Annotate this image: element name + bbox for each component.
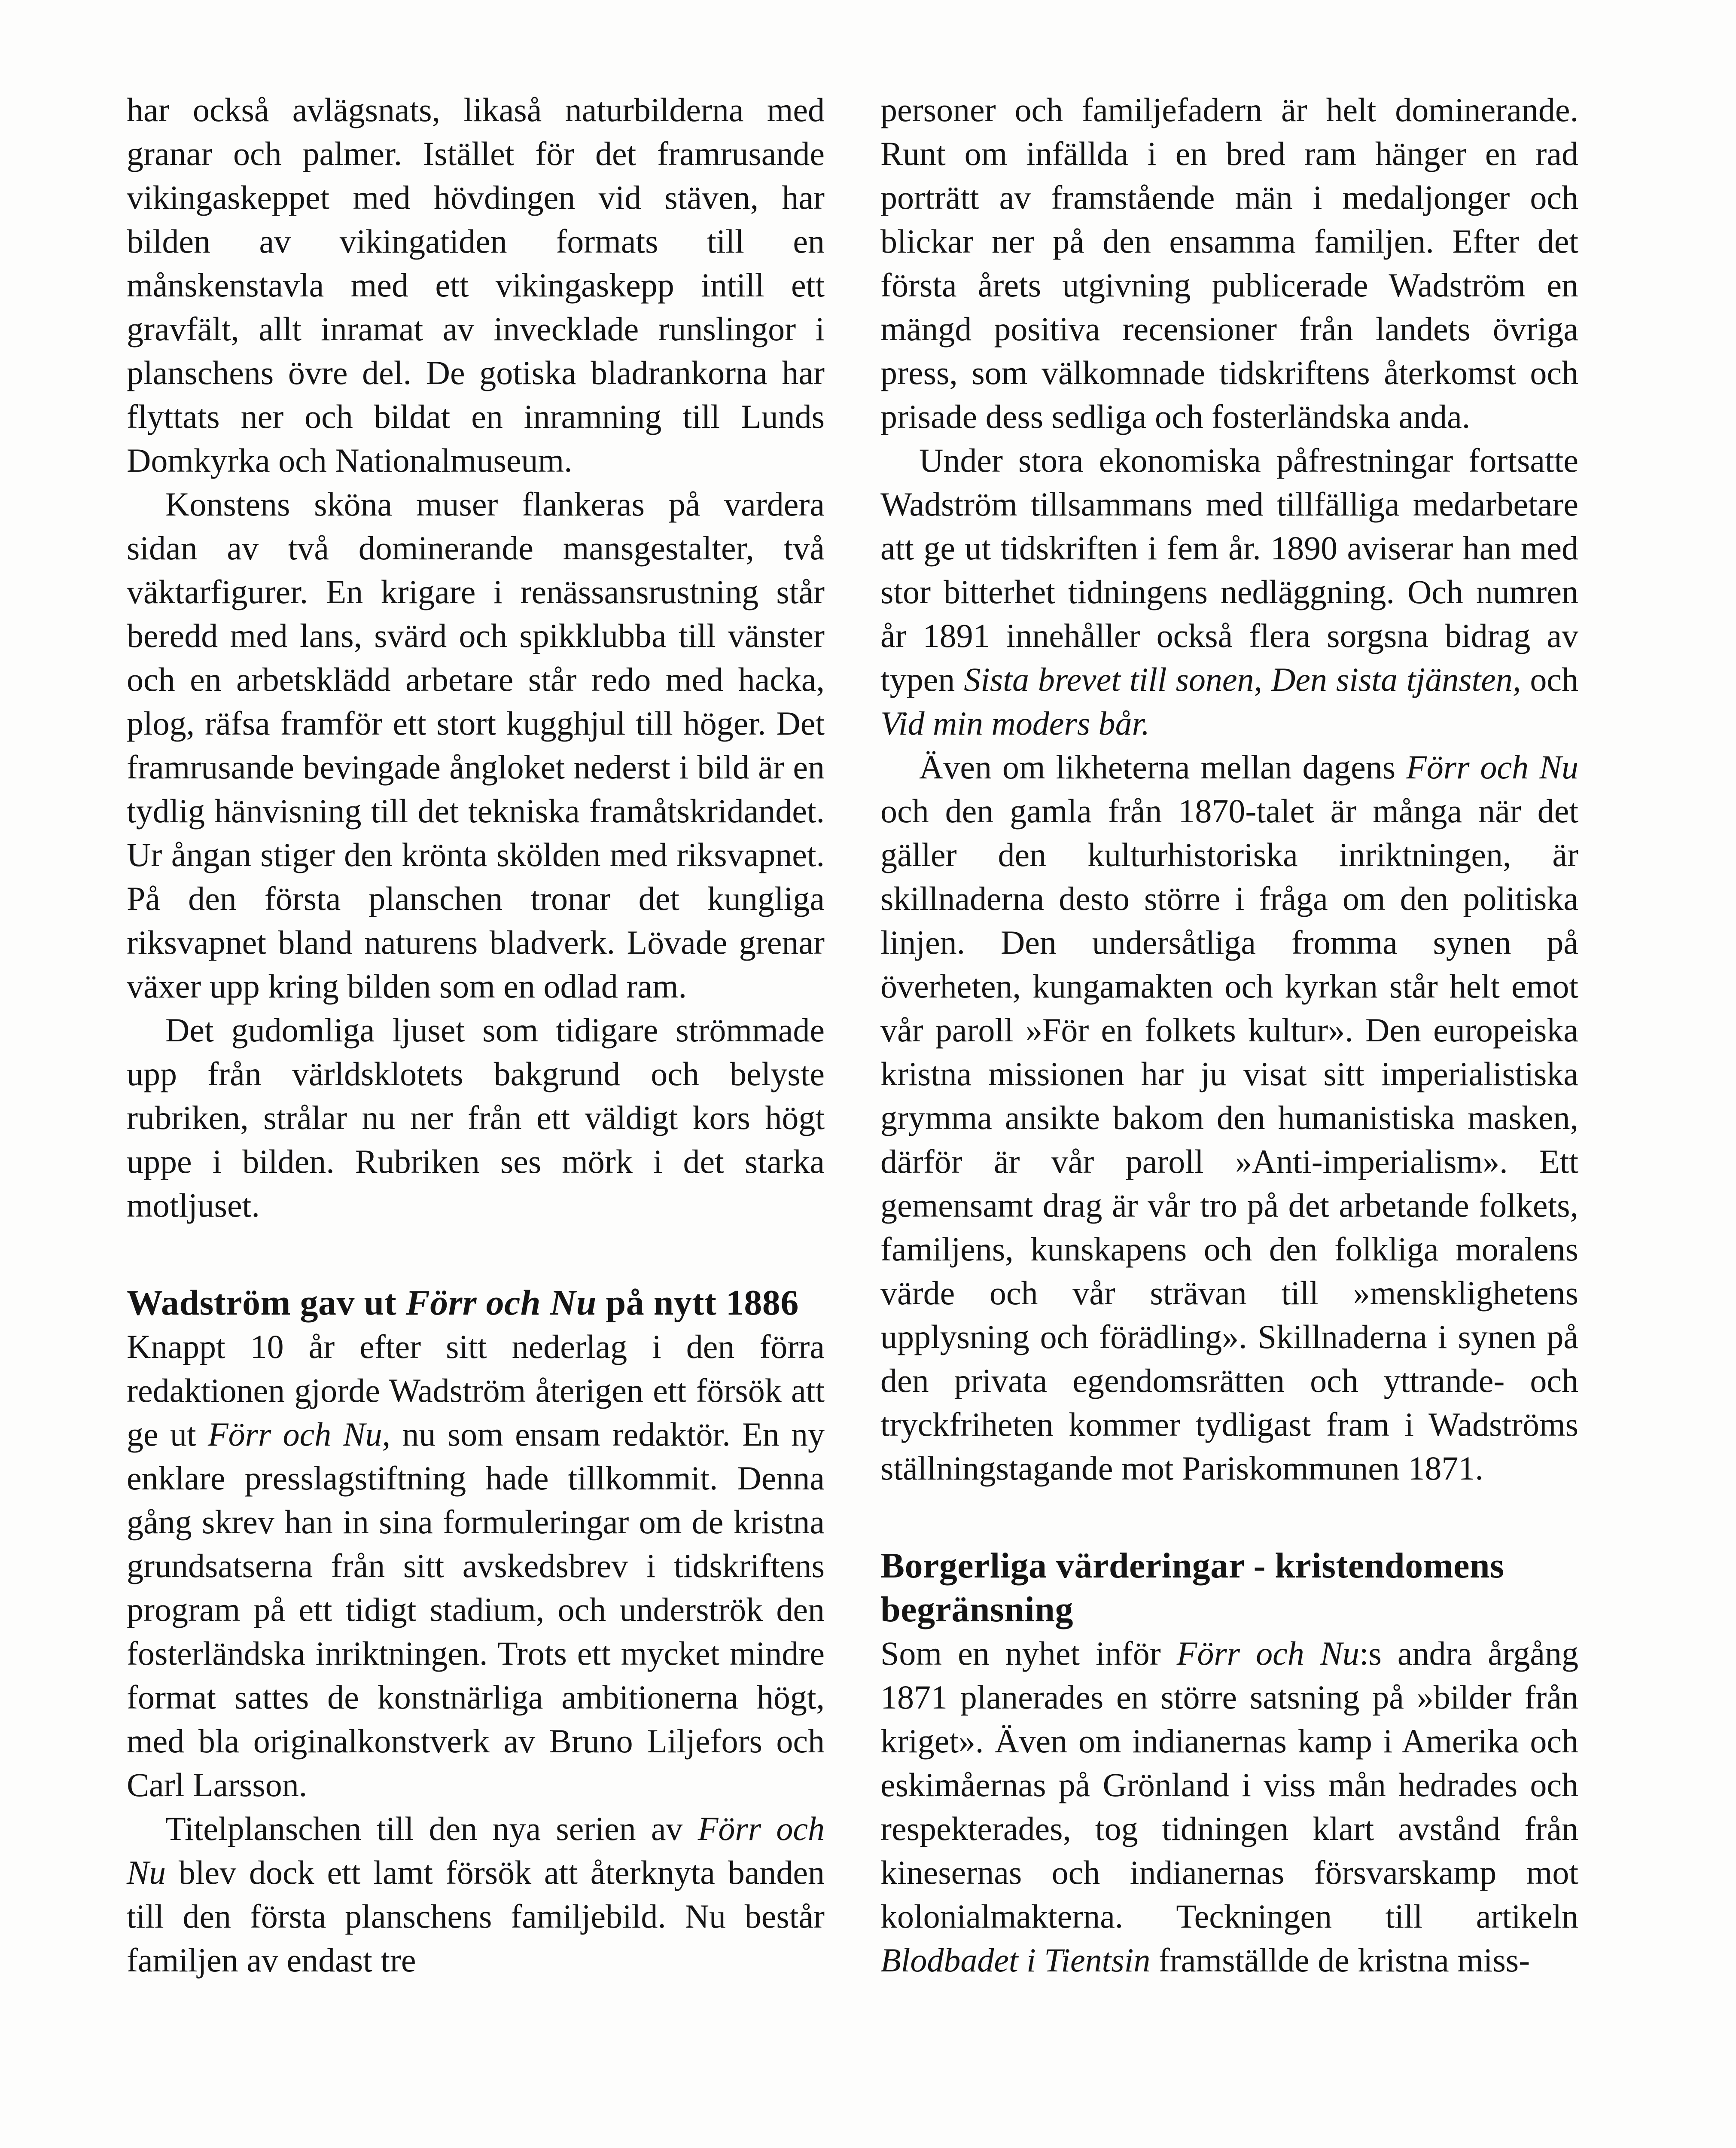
paragraph-text: och den gamla från 1870-talet är många när det gäller den kulturhistoriska inriktningen, är skillnaderna desto större i fråga om den politiska linjen. Den undersåtliga fromma synen på överheten, kungamakten och kyrkan står helt emot vår paroll »För en folkets kultur». Den europeiska kristna missionen har ju visat sitt imperialistiska grymma ansikte bakom den humanistiska masken, därför är vår paroll »Anti-imperialism». Ett gemensamt drag är vår tro på det arbetande folkets, familjens, kunskapens och den folkliga moralens värde och vår strävan till »mensklighetens upplysning och förädling». Skillnaderna i synen på den privata egendomsrätten och yttrande- och tryckfriheten kommer tydligast fram i Wadströms ställningstagande mot Pariskommunen 1871. bbox=[880, 792, 1578, 1487]
left-column bbox=[127, 88, 825, 1982]
paragraph-text: och bbox=[1521, 661, 1578, 698]
paragraph bbox=[880, 439, 1578, 745]
paragraph-text: :s andra årgång 1871 planerades en större satsning på »bilder från kriget». Även om indianernas kamp i Amerika och eskimåernas på Grönland i viss mån hedrades och respekterades, tog tidningen klart avstånd från kinesernas och indianernas försvarskamp mot kolonialmakterna. Teckningen till artikeln bbox=[880, 1635, 1578, 1935]
italic-title: Blodbadet i Tientsin bbox=[880, 1941, 1151, 1979]
paragraph: Det gudomliga ljuset som tidigare strömmade upp från världsklotets bakgrund och belyste rubriken, strålar nu ner från ett väldigt kors högt uppe i bilden. Rubriken ses mörk i det starka motljuset. bbox=[127, 1011, 825, 1224]
italic-title: Sista brevet till sonen, Den sista tjänsten, bbox=[964, 661, 1521, 698]
italic-title: Förr och Nu bbox=[1406, 748, 1578, 786]
section-heading bbox=[127, 1281, 825, 1325]
section-spacer bbox=[127, 1227, 825, 1281]
paragraph: Konstens sköna muser flankeras på vardera sidan av två dominerande mansgestalter, två väktarfigurer. En krigare i renässansrustning står beredd med lans, svärd och spikklubba till vänster och en arbetsklädd arbetare står redo med hacka, plog, räfsa framför ett stort kugghjul till höger. Det framrusande bevingade ångloket nederst i bild är en tydlig hänvisning till det tekniska framåtskridandet. Ur ångan stiger den krönta skölden med riksvapnet. På den första planschen tronar det kungliga riksvapnet bland naturens bladverk. Lövade grenar växer upp kring bilden som en odlad ram. bbox=[127, 485, 825, 1005]
paragraph: har också avlägsnats, likaså naturbilderna med granar och palmer. Istället för det framrusande vikingaskeppet med hövdingen vid stäven, har bilden av vikingatiden formats till en månskenstavla med ett vikingaskepp intill ett gravfält, allt inramat av invecklade runslingor i planschens övre del. De gotiska bladrankorna har flyttats ner och bildat en inramning till Lunds Domkyrka och Nationalmuseum. bbox=[127, 91, 825, 479]
paragraph-text: Som en nyhet inför bbox=[880, 1635, 1177, 1672]
paragraph bbox=[127, 1325, 825, 1807]
paragraph-text: Knappt 10 år efter sitt nederlag i den förra redaktionen gjorde Wadström återigen ett försök att ge ut bbox=[127, 1328, 825, 1453]
paragraph bbox=[880, 745, 1578, 1490]
paragraph-text: blev dock ett lamt försök att återknyta banden till den första planschens familjebild. Nu består familjen av endast tre bbox=[127, 1854, 825, 1979]
paragraph bbox=[880, 1632, 1578, 1982]
right-column bbox=[880, 88, 1578, 1982]
paragraph-text: Under stora ekonomiska påfrestningar fortsatte Wadström tillsammans med tillfälliga medarbetare att ge ut tidskriften i fem år. 1890 aviserar han med stor bitterhet tidningens nedläggning. Och numren år 1891 innehåller också flera sorgsna bidrag av typen bbox=[880, 442, 1578, 698]
paragraph: personer och familjefadern är helt dominerande. Runt om infällda i en bred ram hänger en rad porträtt av framstående män i medaljonger och blickar ner på den ensamma familjen. Efter det första årets utgivning publicerade Wadström en mängd positiva recensioner från landets övriga press, som välkomnade tidskriftens återkomst och prisade dess sedliga och fosterländska anda. bbox=[880, 91, 1578, 435]
paragraph bbox=[127, 1807, 825, 1982]
italic-title: Förr och Nu bbox=[207, 1416, 382, 1453]
heading-italic-title: Förr och Nu bbox=[405, 1283, 597, 1323]
paragraph-text: framställde de kristna miss- bbox=[1150, 1941, 1530, 1979]
paragraph-text: Även om likheterna mellan dagens bbox=[919, 748, 1407, 786]
heading-text: på nytt 1886 bbox=[597, 1283, 799, 1323]
heading-text: Wadström gav ut bbox=[127, 1283, 406, 1323]
paragraph-text: Titelplanschen till den nya serien av bbox=[165, 1810, 698, 1847]
italic-title: Vid min moders bår. bbox=[880, 705, 1150, 742]
italic-title: Förr och Nu bbox=[1176, 1635, 1359, 1672]
section-heading: Borgerliga värderingar - kristendomens begränsning bbox=[880, 1546, 1505, 1629]
section-spacer bbox=[880, 1490, 1578, 1544]
paragraph-text: , nu som ensam redaktör. En ny enklare presslagstiftning hade tillkommit. Denna gång skrev han in sina formuleringar om de kristna grundsatserna från sitt avskedsbrev i tidskriftens program på ett tidigt stadium, och underströk den fosterländska inriktningen. Trots ett mycket mindre format sattes de konstnärliga ambitionerna högt, med bla originalkonstverk av Bruno Liljefors och Carl Larsson. bbox=[127, 1416, 825, 1803]
italic-title: Förr och Nu bbox=[127, 1810, 825, 1891]
